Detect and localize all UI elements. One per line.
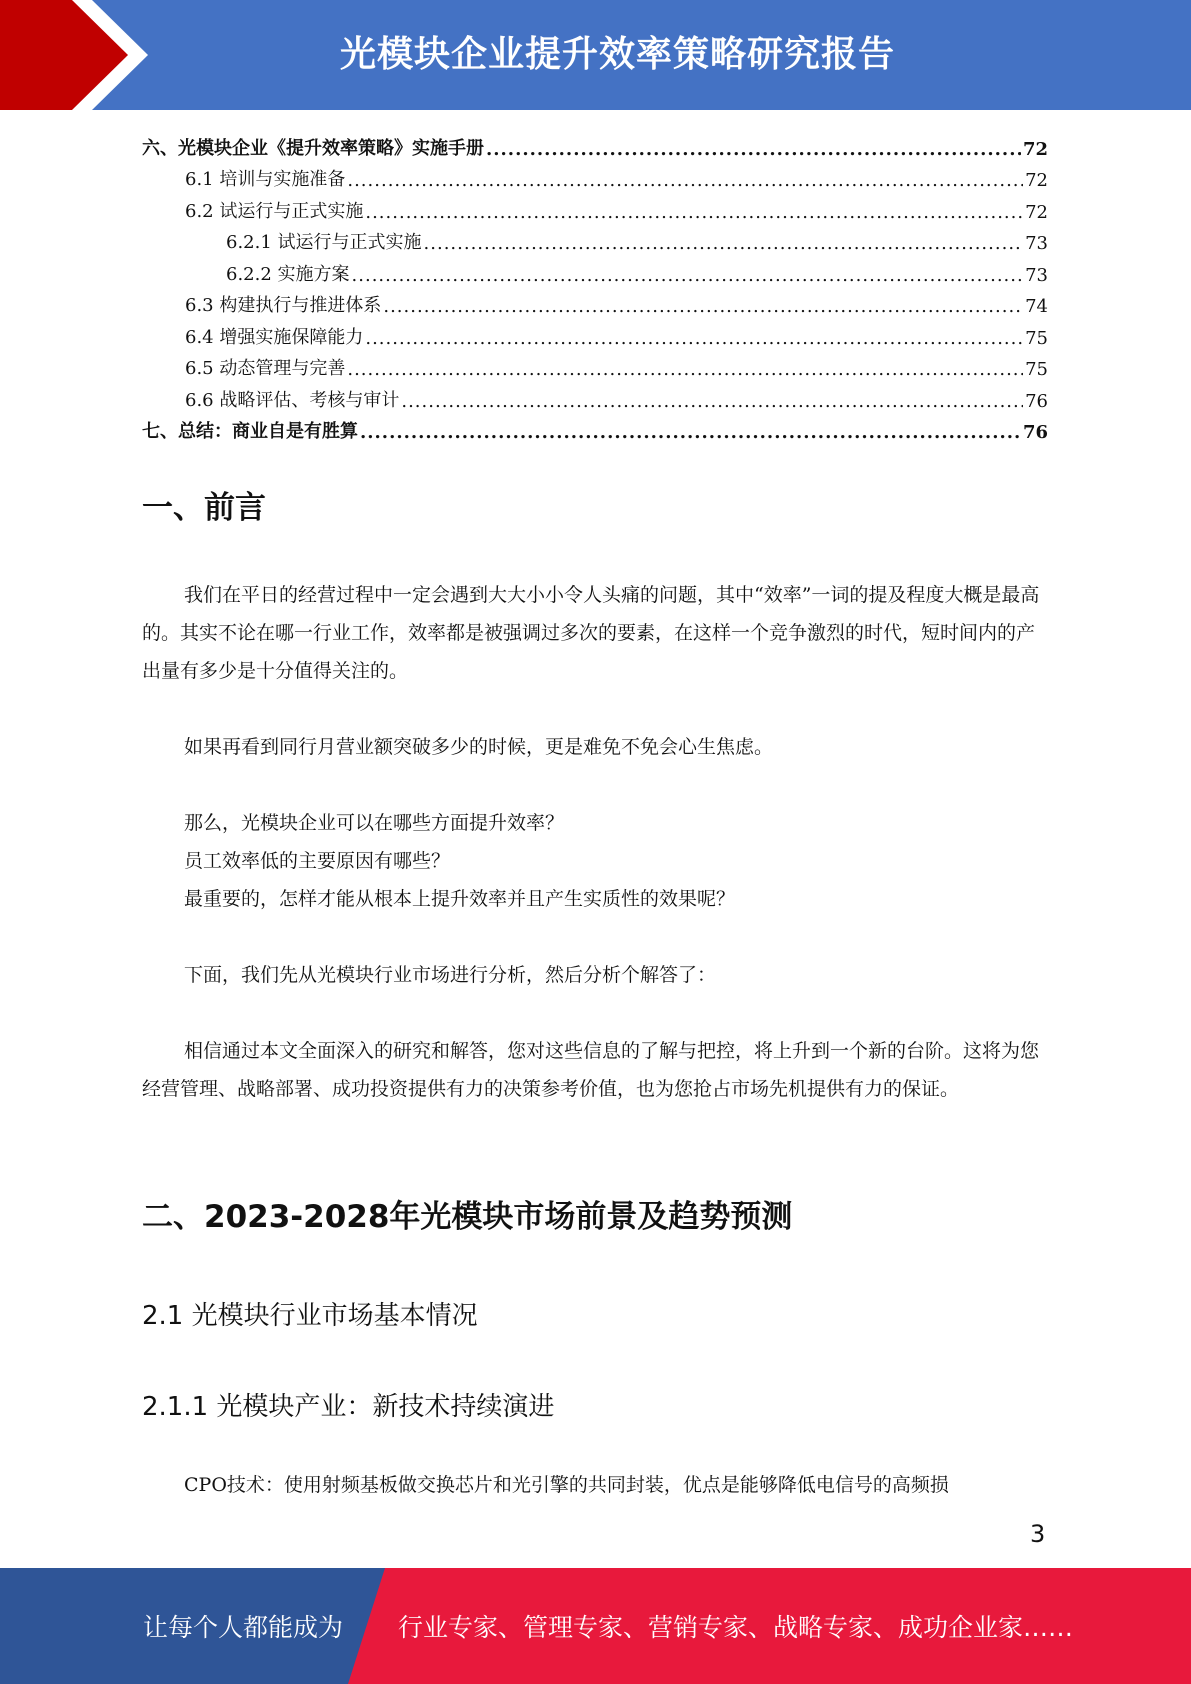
footer-slogan-right: 行业专家、管理专家、营销专家、战略专家、成功企业家……	[398, 1613, 1074, 1642]
toc-item[interactable]	[142, 254, 1048, 286]
toc-item-label: 七、总结：商业自是有胜算	[142, 421, 358, 442]
toc-item[interactable]	[142, 380, 1048, 412]
toc-item-page: 75	[1025, 327, 1048, 349]
toc-item-label: 6.1 培训与实施准备	[185, 169, 346, 190]
toc-item-label: 6.2 试运行与正式实施	[185, 200, 364, 222]
toc-item-page: 72	[1022, 138, 1048, 160]
toc-item[interactable]	[142, 223, 1048, 255]
toc-leader	[365, 202, 1023, 223]
toc-leader	[347, 170, 1023, 191]
toc-leader	[424, 233, 1024, 254]
paragraph: 如果再看到同行月营业额突破多少的时候，更是难免不免会心生焦虑。	[184, 736, 774, 758]
toc-item-page: 72	[1025, 201, 1048, 223]
toc-item-label: 6.3 构建执行与推进体系	[185, 295, 382, 316]
page-number: 3	[1030, 1520, 1046, 1548]
toc-item-page: 73	[1025, 264, 1048, 286]
toc-item-label: 6.5 动态管理与完善	[185, 358, 346, 379]
paragraph: 我们在平日的经营过程中一定会遇到大大小小令人头痛的问题，其中“效率”一词的提及程度大概是最高的。其实不论在哪一行业工作，效率都是被强调过多次的要素，在这样一个竞争激烈的时代，短时间内的产出量有多少是十分值得关注的。	[142, 584, 1040, 682]
toc-item-page: 75	[1025, 359, 1048, 380]
toc-item[interactable]	[142, 349, 1048, 381]
toc-item-page: 72	[1025, 170, 1048, 191]
toc-item-page: 76	[1022, 422, 1048, 443]
footer-slogan-left: 让每个人都能成为	[143, 1613, 344, 1642]
toc-leader	[383, 296, 1023, 317]
section-heading-market-outlook: 二、2023-2028年光模块市场前景及趋势预测	[142, 1199, 793, 1235]
toc-leader	[365, 328, 1023, 349]
toc-item-page: 73	[1025, 233, 1048, 254]
question-line: 那么，光模块企业可以在哪些方面提升效率？	[184, 812, 565, 834]
toc-leader	[486, 139, 1021, 160]
toc-leader	[352, 265, 1024, 286]
question-line: 最重要的，怎样才能从根本上提升效率并且产生实质性的效果呢？	[184, 888, 736, 910]
toc-item-label: 6.4 增强实施保障能力	[185, 326, 364, 348]
paragraph: CPO技术：使用射频基板做交换芯片和光引擎的共同封装，优点是能够降低电信号的高频损	[184, 1474, 949, 1496]
toc-leader	[360, 422, 1021, 443]
document-title: 光模块企业提升效率策略研究报告	[340, 34, 896, 75]
subsection-heading: 2.1 光模块行业市场基本情况	[142, 1301, 478, 1331]
header-band	[0, 0, 1191, 110]
toc-item-page: 76	[1025, 390, 1048, 412]
footer-band	[0, 1568, 1191, 1684]
toc-item-label: 6.2.1 试运行与正式实施	[226, 232, 422, 253]
section-heading-preface: 一、前言	[142, 490, 266, 526]
table-of-contents	[142, 128, 1048, 443]
toc-item[interactable]	[142, 412, 1048, 444]
header-arrow-decoration	[0, 0, 160, 110]
toc-item-label: 六、光模块企业《提升效率策略》实施手册	[142, 137, 484, 159]
toc-item[interactable]	[142, 317, 1048, 349]
paragraph: 相信通过本文全面深入的研究和解答，您对这些信息的了解与把控，将上升到一个新的台阶。这将为您经营管理、战略部署、成功投资提供有力的决策参考价值，也为您抢占市场先机提供有力的保证。	[142, 1040, 1040, 1100]
paragraph: 下面，我们先从光模块行业市场进行分析，然后分析个解答了：	[184, 964, 717, 986]
toc-item-label: 6.6 战略评估、考核与审计	[185, 389, 400, 411]
toc-item[interactable]	[142, 128, 1048, 160]
subsubsection-heading: 2.1.1 光模块产业：新技术持续演进	[142, 1392, 555, 1422]
toc-leader	[401, 391, 1023, 412]
toc-item[interactable]	[142, 191, 1048, 223]
toc-item[interactable]	[142, 160, 1048, 192]
toc-item-page: 74	[1025, 296, 1048, 317]
toc-item[interactable]	[142, 286, 1048, 318]
question-line: 员工效率低的主要原因有哪些？	[184, 850, 451, 872]
toc-leader	[347, 359, 1023, 380]
toc-item-label: 6.2.2 实施方案	[226, 263, 350, 285]
